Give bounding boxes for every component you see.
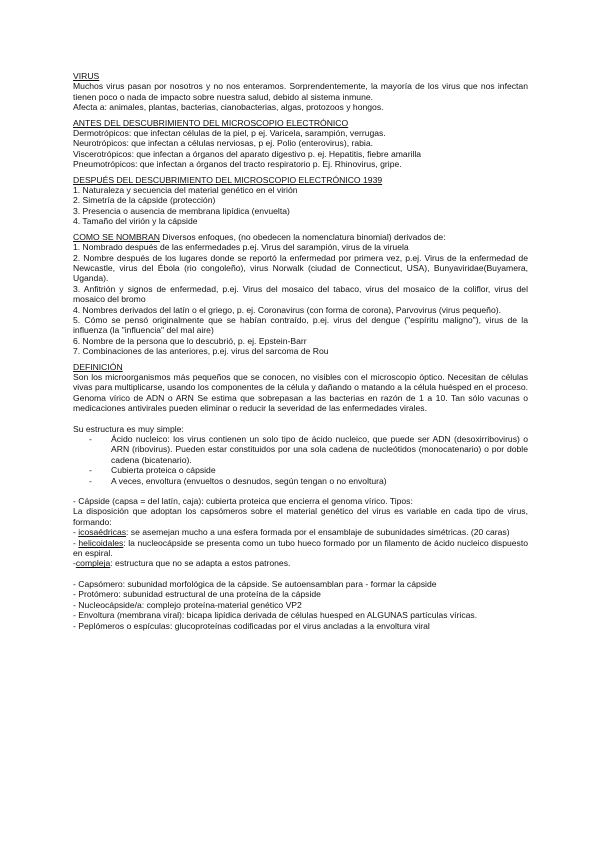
helical-text: : la nucleocápside se presenta como un tubo hueco formado por un filamento de ácido nucleico dispuesto en espiral. [73, 537, 528, 559]
naming-intro: Diversos enfoques, (no obedecen la nomenclatura binomial) derivados de: [159, 231, 446, 242]
dash-prefix: - [73, 537, 79, 548]
section-after-microscope [73, 175, 528, 227]
list-item: 2. Nombre después de los lugares donde se reportó la enfermedad por primera vez, p.ej. Virus de la enfermedad de Newcastle, virus del Ébola (rio congoleño), virus Norwalk (ciudad de Connecticut, USA), Bunyaviridae(Buyamera, Uganda). [73, 252, 528, 284]
list-item: Pneumotrópicos: que infectan a órganos del tracto respiratorio p. Ej. Rhinovirus, gripe. [73, 159, 402, 170]
definition-text: Son los microorganismos más pequeños que se conocen, no visibles con el microscopio óptico. Necesitan de células vivas para multiplicarse, usando los componentes de la célula y dañando o matando a la célula huésped en el proceso. Genoma vírico de ADN o ARN Se estima que sobrepasan a las bacterias en razón de 1 a 10. Tan sólo vacunas o medicaciones antivirales pueden eliminar o reducir la severidad de las enfermedades virales. [73, 371, 528, 414]
list-item: 3. Anfitrión y signos de enfermedad, p.ej. Virus del mosaico del tabaco, virus del mosaico de la coliflor, virus del mosaico del bromo [73, 283, 528, 305]
list-item: 2. Simetría de la cápside (protección) [73, 195, 216, 206]
structure-list [73, 434, 528, 486]
dash-prefix: - [73, 527, 79, 538]
list-item: 1. Nombrado después de las enfermedades p.ej. Virus del sarampión, virus de la viruela [73, 242, 409, 253]
list-item: Neurotrópicos: que infectan a células nerviosas, p ej. Polio (enterovirus), rabia. [73, 138, 373, 149]
list-item: - Cubierta proteica o cápside [87, 465, 528, 475]
section-terms [73, 579, 528, 631]
section-title-after-microscope: DESPUÉS DEL DESCUBRIMIENTO DEL MICROSCOPIO ELECTRÓNICO 1939 [73, 174, 383, 185]
section-naming [73, 232, 528, 357]
list-item: Viscerotrópicos: que infectan a órganos del aparato digestivo p. ej. Hepatitis, fiebre amarilla [73, 148, 422, 159]
list-item: - Peplómeros o espículas: glucoproteínas codificadas por el virus ancladas a la envoltura viral [73, 620, 430, 631]
document-body [73, 71, 528, 631]
term-icosahedral: icosaédricas [78, 527, 127, 538]
list-item: 1. Naturaleza y secuencia del material genético en el virión [73, 185, 298, 196]
naming-heading-line [73, 232, 528, 242]
list-item: - Capsómero: subunidad morfológica de la cápside. Se autoensamblan para - formar la cápside [73, 578, 437, 589]
virus-affects: Afecta a: animales, plantas, bacterias, cianobacterias, algas, protozoos y hongos. [73, 102, 384, 113]
capsid-helical [73, 538, 528, 559]
section-capsid [73, 496, 528, 569]
list-item: - Protómero: subunidad estructural de una proteína de la cápside [73, 589, 321, 600]
section-definition [73, 362, 528, 414]
dash-prefix: - [73, 558, 76, 569]
icosahedral-text: : se asemejan mucho a una esfera formada por el ensamblaje de subunidades simétricas. (20 caras) [126, 527, 510, 538]
list-item: Dermotrópicos: que infectan células de la piel, p ej. Varicela, sarampión, verrugas. [73, 128, 386, 139]
list-item: - Envoltura (membrana viral): bicapa lipídica derivada de células huesped en ALGUNAS partículas víricas. [73, 610, 478, 621]
section-title-naming: COMO SE NOMBRAN [73, 231, 160, 242]
capsid-icosahedral [73, 527, 528, 537]
list-item: 7. Combinaciones de las anteriores, p.ej. virus del sarcoma de Rou [73, 346, 329, 357]
section-title-virus: VIRUS [73, 71, 100, 81]
section-title-before-microscope: ANTES DEL DESCUBRIMIENTO DEL MICROSCOPIO ELECTRÓNICO [73, 117, 349, 128]
list-item: 4. Tamaño del virión y la cápside [73, 216, 198, 227]
list-item: - A veces, envoltura (envueltos o desnudos, según tengan o no envoltura) [87, 476, 528, 486]
capsid-line-1: - Cápside (capsa = del latín, caja): cubierta proteica que encierra el genoma vírico. Tipos: [73, 496, 413, 507]
list-item: - Nucleocápside/a: complejo proteína-material genético VP2 [73, 599, 302, 610]
section-title-definition: DEFINICIÓN [73, 361, 123, 372]
section-structure [73, 424, 528, 486]
term-helical: helicoidales [78, 537, 124, 548]
capsid-line-2: La disposición que adoptan los capsómeros sobre el material genético del virus es variable en cada tipo de virus, formando: [73, 506, 528, 527]
list-item: 5. Cómo se pensó originalmente que se habían contraído, p.ej. virus del dengue ("espíritu maligno"), virus de la influenza (la "influencia" del mal aire) [73, 314, 528, 336]
section-before-microscope [73, 118, 528, 170]
list-item: 3. Presencia o ausencia de membrana lipídica (envuelta) [73, 205, 290, 216]
list-item: 6. Nombre de la persona que lo descubrió, p. ej. Epstein-Barr [73, 335, 307, 346]
section-virus [73, 71, 528, 113]
term-complex: compleja [75, 558, 111, 569]
capsid-complex [73, 558, 528, 568]
complex-text: : estructura que no se adapta a estos patrones. [110, 558, 291, 569]
list-item: - Ácido nucleico: los virus contienen un solo tipo de ácido nucleico, que puede ser ADN (desoxirribovirus) o ARN (ribovirus). Pueden estar constituidos por una sola cadena de nucleótidos (monocatenario) o por doble cadena (bicatenario). [87, 434, 528, 465]
list-item: 4. Nombres derivados del latín o el griego, p. ej. Coronavirus (con forma de corona), Parvovirus (virus pequeño). [73, 304, 501, 315]
virus-intro: Muchos virus pasan por nosotros y no nos enteramos. Sorprendentemente, la mayoría de los virus que nos infectan tienen poco o nada de impacto sobre nuestra salud, debido al sistema inmune. [73, 81, 528, 102]
structure-intro: Su estructura es muy simple: [73, 423, 184, 434]
